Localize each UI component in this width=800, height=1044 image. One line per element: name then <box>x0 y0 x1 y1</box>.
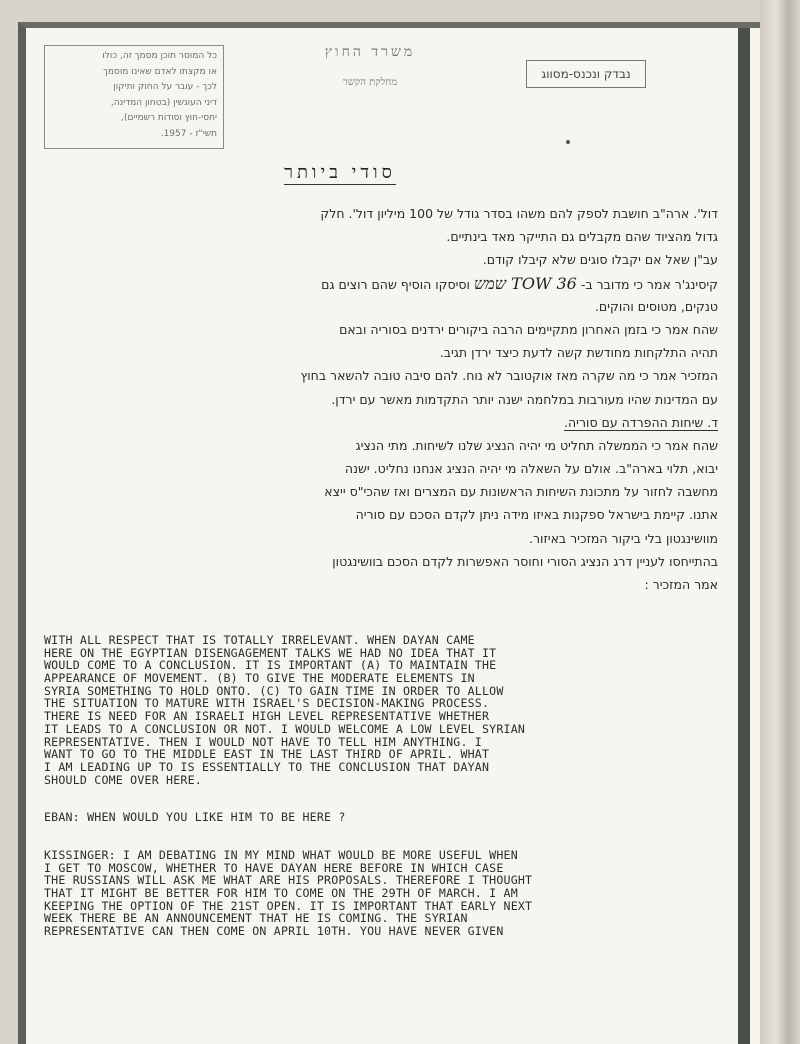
hebrew-line: טנקים, מטוסים והוקים. <box>594 298 718 314</box>
hebrew-line: עם המדינות שהיו מעורבות במלחמה ישנה יותר התקדמות מאשר עם ירדן. <box>331 391 718 407</box>
hebrew-line: מוושינגטון בלי ביקור המזכיר באיזור. <box>529 530 718 546</box>
letterhead <box>300 44 440 88</box>
hebrew-line-tail: וסיסקו הוסיף שהם רוצים גם <box>321 276 470 292</box>
english-line: WANT TO GO TO THE MIDDLE EAST IN THE LAST THIRD OF APRIL. WHAT <box>44 748 490 761</box>
hebrew-line: יבוא, תלוי בארה"ב. אולם על השאלה מי יהיה הנציג אנחנו נחליט. ישנה <box>344 461 718 477</box>
page-border-right <box>738 28 750 1044</box>
english-line: REPRESENTATIVE CAN THEN COME ON APRIL 10TH. YOU HAVE NEVER GIVEN <box>44 925 504 938</box>
handwritten-insert: TOW 36 שמש <box>473 273 577 293</box>
english-line: KEEPING THE OPTION OF THE 21ST OPEN. IT IS IMPORTANT THAT EARLY NEXT <box>44 899 533 913</box>
hebrew-line: דול'. ארה"ב חושבת לספק להם משהו בסדר גודל של 100 מיליון דול'. חלק <box>320 206 718 221</box>
ministry-name: משרד החוץ <box>324 44 416 60</box>
english-line: WOULD COME TO A CONCLUSION. IT IS IMPORTANT (A) TO MAINTAIN THE <box>44 659 497 673</box>
hebrew-line: אמר המזכיר : <box>644 577 718 592</box>
hebrew-line-head: קיסינג'ר אמר כי מדובר ב- <box>576 276 718 292</box>
paragraph-gap <box>44 824 716 849</box>
english-line: REPRESENTATIVE. THEN I WOULD NOT HAVE TO TELL HIM ANYTHING. I <box>44 735 482 749</box>
hebrew-line: עב"ן שאל אם יקבלו סוגים שלא קיבלו קודם. <box>482 252 718 268</box>
classification-title <box>240 162 440 183</box>
stamp-line: כל המוסר תוכן מסמך זה, כולו <box>102 51 217 61</box>
english-line: KISSINGER: I AM DEBATING IN MY MIND WHAT WOULD BE MORE USEFUL WHEN <box>44 848 518 862</box>
english-line: HERE ON THE EGYPTIAN DISENGAGEMENT TALKS WE HAD NO IDEA THAT IT <box>44 646 497 660</box>
hebrew-line: אתנו. קיימת בישראל ספקנות באיזו מידה ניתן לקדם הסכם עם סוריה <box>355 507 718 523</box>
english-line-eban: EBAN: WHEN WOULD YOU LIKE HIM TO BE HERE ? <box>44 811 346 824</box>
checked-classified-stamp: נבדק ונכנס-מסווג <box>526 60 646 88</box>
department-name: מחלקת הקשר <box>342 77 398 88</box>
classification-text: סודי ביותר <box>284 162 396 183</box>
english-line: IT LEADS TO A CONCLUSION OR NOT. I WOULD WELCOME A LOW LEVEL SYRIAN <box>44 722 526 736</box>
english-line: SHOULD COME OVER HERE. <box>44 773 202 787</box>
hebrew-line: המזכיר אמר כי מה שקרה מאז אוקטובר לא נוח. להם סיבה טובה להשאר בחוץ <box>300 368 718 384</box>
section-heading-text: ד. שיחות ההפרדה עם סוריה. <box>564 414 718 430</box>
english-line: WEEK THERE BE AN ANNOUNCEMENT THAT HE IS COMING. THE SYRIAN <box>44 912 468 926</box>
english-line: THAT IT MIGHT BE BETTER FOR HIM TO COME ON THE 29TH OF MARCH. I AM <box>44 887 518 900</box>
hebrew-line: בהתייחסו לעניין דרג הנציג הסורי וחוסר האפשרות לקדם הסכם בוושינגטון <box>332 553 718 569</box>
stamp-line: דיני העונשין (בטחון המדינה, <box>110 97 217 108</box>
english-transcript <box>44 634 716 938</box>
hebrew-line-with-insert <box>82 272 718 295</box>
english-line: I GET TO MOSCOW, WHETHER TO HAVE DAYAN HERE BEFORE IN WHICH CASE <box>44 861 504 875</box>
english-line: I AM LEADING UP TO IS ESSENTIALLY TO THE CONCLUSION THAT DAYAN <box>44 760 490 774</box>
hebrew-line: שהח אמר כי הממשלה תחליט מי יהיה הנציג שלנו לשיחות. מתי הנציג <box>355 437 718 453</box>
ink-mark <box>566 140 570 144</box>
stamp-line: תשי"ז - 1957. <box>160 128 217 139</box>
section-heading <box>82 411 718 434</box>
torn-page-edge <box>760 0 800 1044</box>
english-line: THE SITUATION TO MATURE WITH ISRAEL'S DECISION-MAKING PROCESS. <box>44 697 490 711</box>
hebrew-line: מחשבה לחזור על מתכונת השיחות הראשונות עם המצרים ואז שהכי"ס ייצא <box>324 484 718 500</box>
secrecy-warning-stamp <box>44 45 224 149</box>
stamp-line: לכך - עובר על החוק ותיקון <box>113 82 217 92</box>
hebrew-line: גדול מהציוד שהם מקבלים גם התייקר מאד בינתיים. <box>446 229 718 245</box>
english-line: APPEARANCE OF MOVEMENT. (B) TO GIVE THE MODERATE ELEMENTS IN <box>44 672 475 685</box>
paragraph-gap <box>44 786 716 811</box>
stamp-line: או מקצתו לאדם שאינו מוסמך <box>103 66 217 77</box>
hebrew-body <box>82 202 718 596</box>
stamp-line: יחסי-חוץ וסודות רשמיים), <box>121 113 217 123</box>
english-line: THERE IS NEED FOR AN ISRAELI HIGH LEVEL REPRESENTATIVE WHETHER <box>44 710 490 723</box>
hebrew-line: תהיה התלקחות מחודשת קשה לדעת כיצד ירדן תגיב. <box>439 345 718 361</box>
hebrew-line: שהח אמר כי בזמן האחרון מתקיימים הרבה ביקורים ירדנים בסוריה ובאם <box>339 321 718 337</box>
english-line: SYRIA SOMETHING TO HOLD ONTO. (C) TO GAIN TIME IN ORDER TO ALLOW <box>44 684 504 698</box>
english-line: THE RUSSIANS WILL ASK ME WHAT ARE HIS PROPOSALS. THEREFORE I THOUGHT <box>44 874 533 887</box>
english-line: WITH ALL RESPECT THAT IS TOTALLY IRRELEVANT. WHEN DAYAN CAME <box>44 634 475 647</box>
